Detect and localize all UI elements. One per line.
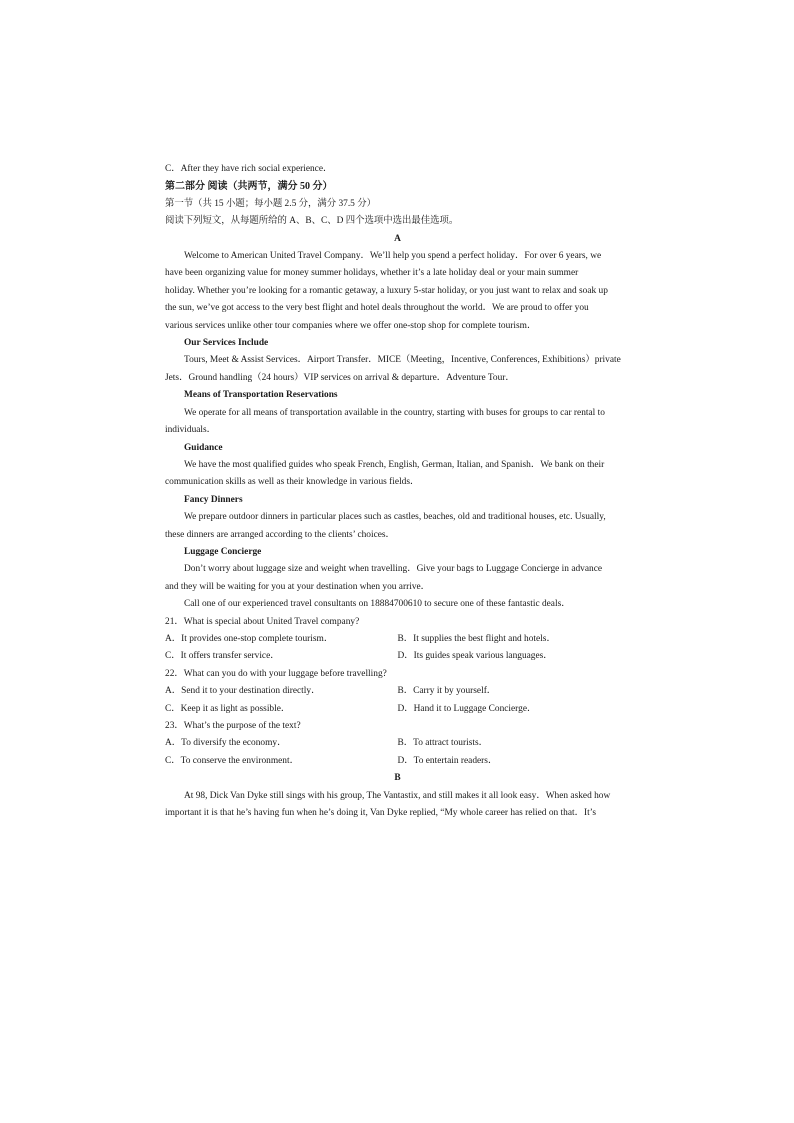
question-stem: 21．What is special about United Travel company? (165, 616, 360, 627)
part-two-title: 第二部分 阅读（共两节，满分 50 分） (165, 181, 333, 193)
luggage-heading: Luggage Concierge (184, 546, 262, 557)
passage-a-letter: A (394, 233, 401, 244)
option-row (165, 631, 630, 648)
services-heading: Our Services Include (184, 338, 269, 349)
option-d[interactable]: D．Its guides speak various languages． (397, 651, 553, 662)
option-a[interactable]: A．Send it to your destination directly． (165, 686, 321, 697)
reading-instruction: 阅读下列短文，从每题所给的 A、B、C、D 四个选项中选出最佳选项。 (165, 216, 459, 227)
dinners-heading: Fancy Dinners (184, 494, 243, 505)
passage-b-letter: B (394, 773, 401, 784)
guidance-line: communication skills as well as their knowledge in various fields． (165, 477, 420, 488)
question-stem: 22．What can you do with your luggage before travelling? (165, 668, 387, 679)
transport-line: We operate for all means of transportation available in the country, starting with buses for groups to car rental to (184, 407, 605, 418)
passage-a-intro-line: have been organizing value for money summer holidays, whether it’s a late holiday deal or your main summer (165, 268, 579, 279)
option-d[interactable]: D．Hand it to Luggage Concierge． (397, 703, 537, 714)
question-stem: 23．What’s the purpose of the text? (165, 721, 301, 731)
option-row (165, 735, 630, 752)
exam-page (165, 161, 630, 822)
option-a[interactable]: A．It provides one-stop complete tourism． (165, 633, 334, 644)
option-row (165, 701, 630, 718)
services-line: Tours, Meet & Assist Services．Airport Transfer．MICE（Meeting，Incentive, Conferences, Exhibitions）private (184, 355, 621, 366)
guidance-heading: Guidance (184, 442, 223, 453)
dinners-line: We prepare outdoor dinners in particular places such as castles, beaches, old and traditional houses, etc. Usually, (184, 512, 606, 523)
passage-b-line: At 98, Dick Van Dyke still sings with his group, The Vantastix, and still makes it all look easy．When asked how (184, 790, 611, 801)
option-b[interactable]: B．Carry it by yourself． (397, 686, 497, 697)
passage-a-intro-line: holiday. Whether you’re looking for a romantic getaway, a luxury 5-star holiday, or you just want to relax and soak up (165, 285, 608, 296)
services-line: Jets．Ground handling（24 hours）VIP services on arrival & departure．Adventure Tour． (165, 372, 515, 383)
option-c[interactable]: C．It offers transfer service． (165, 651, 280, 662)
option-a[interactable]: A．To diversify the economy． (165, 738, 287, 749)
option-b[interactable]: B．It supplies the best flight and hotels． (397, 633, 556, 644)
option-row (165, 683, 630, 700)
passage-b-line: important it is that he’s having fun when he’s doing it, Van Dyke replied, “My whole career has relied on that．It’s (165, 808, 596, 819)
passage-a-intro-line: the sun, we’ve got access to the very best flight and hotel deals throughout the world．We are proud to offer you (165, 303, 589, 314)
transport-heading: Means of Transportation Reservations (184, 390, 338, 401)
transport-line: individuals． (165, 425, 217, 436)
option-d[interactable]: D．To entertain readers． (397, 755, 498, 766)
passage-a-intro-line: Welcome to American United Travel Company．We’ll help you spend a perfect holiday．For over 6 years, we (184, 251, 602, 262)
luggage-line: Don’t worry about luggage size and weight when travelling．Give your bags to Luggage Concierge in advance (184, 564, 603, 575)
option-row (165, 648, 630, 665)
option-c[interactable]: C．Keep it as light as possible． (165, 703, 291, 714)
section-one-info: 第一节（共 15 小题；每小题 2.5 分，满分 37.5 分） (165, 198, 376, 209)
dinners-line: these dinners are arranged according to the clients’ choices． (165, 529, 395, 540)
guidance-line: We have the most qualified guides who speak French, English, German, Italian, and Spanish．We bank on their (184, 459, 605, 470)
previous-question-option: C．After they have rich social experience． (165, 164, 333, 174)
option-b[interactable]: B．To attract tourists． (397, 738, 488, 749)
passage-a-intro-line: various services unlike other tour companies where we offer one-stop shop for complete tourism． (165, 320, 537, 331)
option-c[interactable]: C．To conserve the environment． (165, 755, 299, 766)
luggage-line: and they will be waiting for you at your destination when you arrive． (165, 581, 431, 592)
call-consultants-line: Call one of our experienced travel consultants on 18884700610 to secure one of these fantastic deals． (184, 599, 571, 610)
option-row (165, 753, 630, 770)
